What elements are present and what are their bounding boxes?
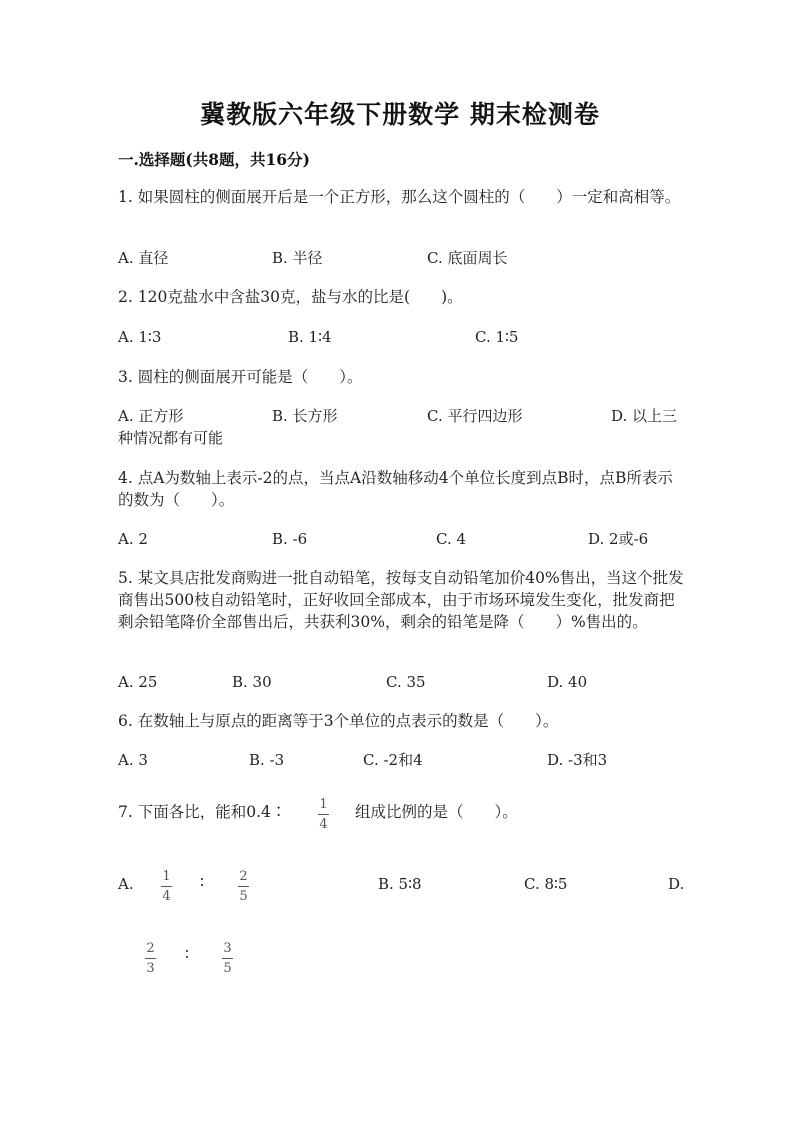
- question-6-option-c: C. -2和4: [363, 751, 423, 769]
- fraction-numerator: 1: [162, 869, 171, 884]
- question-1-option-a: A. 直径: [118, 249, 169, 267]
- question-7-option-d-label: D.: [668, 875, 685, 893]
- question-4-option-d: D. 2或-6: [588, 530, 649, 548]
- fraction-denominator: 5: [239, 889, 248, 904]
- fraction-bar: [145, 958, 156, 959]
- question-5-stem: 5. 某文具店批发商购进一批自动铅笔，按每支自动铅笔加价40%售出，当这个批发商售出500枝自动铅笔时，正好收回全部成本，由于市场环境发生变化，批发商把剩余铅笔降价全部售出后，共获利30%，剩余的铅笔是降（ ）%售出的。: [118, 569, 684, 631]
- question-1-option-c: C. 底面周长: [427, 249, 508, 267]
- question-7-option-b: B. 5∶8: [378, 875, 422, 893]
- question-2-stem: 2. 120克盐水中含盐30克，盐与水的比是( )。: [118, 288, 463, 306]
- question-3-option-c: C. 平行四边形: [427, 407, 523, 425]
- question-5-option-a: A. 25: [118, 673, 158, 691]
- question-4-stem: 4. 点A为数轴上表示-2的点，当点A沿数轴移动4个单位长度到点B时，点B所表示的数为（ ）。: [118, 469, 673, 509]
- question-7-option-d-colon: ∶: [185, 945, 189, 963]
- question-7-stem-part-1: 7. 下面各比，能和0.4∶: [118, 803, 287, 821]
- question-6-option-d: D. -3和3: [547, 751, 608, 769]
- fraction-denominator: 3: [146, 961, 155, 976]
- question-5-option-b: B. 30: [232, 673, 272, 691]
- question-3-option-b: B. 长方形: [272, 407, 338, 425]
- page-title: 冀教版六年级下册数学 期末检测卷: [200, 100, 600, 129]
- question-6-option-a: A. 3: [118, 751, 148, 769]
- question-4-option-a: A. 2: [118, 530, 148, 548]
- question-4-option-c: C. 4: [436, 530, 467, 548]
- fraction-bar: [238, 886, 249, 887]
- question-7-option-d-fraction-2: [222, 941, 233, 976]
- question-6-stem: 6. 在数轴上与原点的距离等于3个单位的点表示的数是（ ）。: [118, 712, 559, 730]
- section-heading: 一.选择题(共8题，共16分): [118, 150, 310, 169]
- question-3-option-d-continued: 种情况都有可能: [118, 429, 224, 447]
- fraction-bar: [161, 886, 172, 887]
- fraction-denominator: 4: [162, 889, 171, 904]
- question-5-option-d: D. 40: [547, 673, 588, 691]
- question-7-stem-part-2: 组成比例的是（ ）。: [355, 803, 518, 821]
- fraction-numerator: 1: [319, 797, 328, 812]
- question-2-option-b: B. 1∶4: [288, 328, 332, 346]
- question-3-option-a: A. 正方形: [118, 407, 184, 425]
- question-6-option-b: B. -3: [249, 751, 285, 769]
- question-5-option-c: C. 35: [386, 673, 426, 691]
- fraction-bar: [318, 814, 329, 815]
- question-3-option-d: D. 以上三: [611, 407, 678, 425]
- question-7-option-c: C. 8∶5: [524, 875, 568, 893]
- question-7-option-a-label: A.: [118, 875, 134, 893]
- question-1-option-b: B. 半径: [272, 249, 323, 267]
- question-3-stem: 3. 圆柱的侧面展开可能是（ ）。: [118, 368, 363, 386]
- question-7-stem-fraction: [318, 797, 329, 832]
- question-7-option-a-colon: ∶: [200, 873, 204, 891]
- fraction-denominator: 5: [223, 961, 232, 976]
- fraction-bar: [222, 958, 233, 959]
- fraction-numerator: 2: [239, 869, 248, 884]
- question-1-stem: 1. 如果圆柱的侧面展开后是一个正方形，那么这个圆柱的（ ）一定和高相等。: [118, 188, 681, 206]
- question-7-option-a-fraction-1: [161, 869, 172, 904]
- question-2-option-a: A. 1∶3: [118, 328, 162, 346]
- fraction-numerator: 2: [146, 941, 155, 956]
- question-7-option-d-fraction-1: [145, 941, 156, 976]
- fraction-denominator: 4: [319, 817, 328, 832]
- question-4-option-b: B. -6: [272, 530, 308, 548]
- question-7-option-a-fraction-2: [238, 869, 249, 904]
- fraction-numerator: 3: [223, 941, 232, 956]
- question-2-option-c: C. 1∶5: [475, 328, 519, 346]
